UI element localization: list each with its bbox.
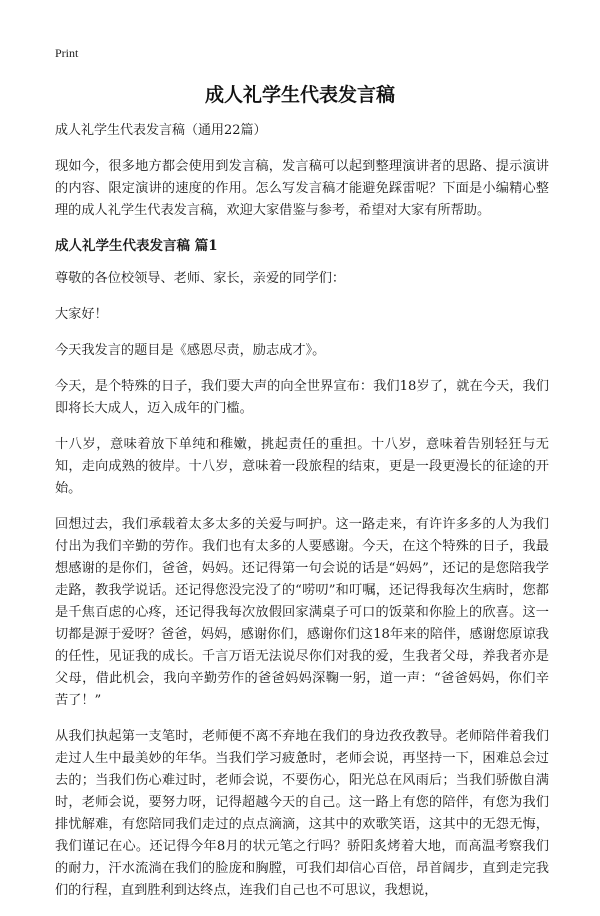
page-title: 成人礼学生代表发言稿 xyxy=(204,84,395,106)
paragraph: 今天，是个特殊的日子，我们要大声的向全世界宣布：我们18岁了，就在今天，我们即将长大成人，迈入成年的门槛。 xyxy=(55,379,549,416)
article-subtitle: 成人礼学生代表发言稿（通用22篇） xyxy=(55,123,267,138)
paragraph: 大家好！ xyxy=(55,307,108,322)
paragraph: 从我们执起第一支笔时，老师便不离不弃地在我们的身边孜孜教导。老师陪伴着我们走过人生中最美妙的年华。当我们学习疲惫时，老师会说，再坚持一下，困难总会过去的；当我们伤心难过时，老师会说，不要伤心，阳光总在风雨后；当我们骄傲自满时，老师会说，要努力呀，记得超越今天的自己。这一路上有您的陪伴，有您为我们排忧解难，有您陪同我们走过的点点滴滴，这其中的欢歌笑语，这其中的无怨无悔，我们谨记在心。还记得今年8月的状元笔之行吗？骄阳炙烤着大地，而高温考察我们的耐力，汗水流淌在我们的脸庞和胸膛，可我们却信心百倍，昂首阔步，直到走完我们的行程，直到胜利到达终点，连我们自己也不可思议，我想说， xyxy=(55,729,549,898)
print-link[interactable]: Print xyxy=(55,46,79,60)
intro-paragraph: 现如今，很多地方都会使用到发言稿，发言稿可以起到整理演讲者的思路、提示演讲的内容、限定演讲的速度的作用。怎么写发言稿才能避免踩雷呢？下面是小编精心整理的成人礼学生代表发言稿，欢迎大家借鉴与参考，希望对大家有所帮助。 xyxy=(55,159,549,218)
paragraph: 尊敬的各位校领导、老师、家长，亲爱的同学们： xyxy=(55,271,346,286)
paragraph: 十八岁，意味着放下单纯和稚嫩，挑起责任的重担。十八岁，意味着告别轻狂与无知，走向成熟的彼岸。十八岁，意味着一段旅程的结束，更是一段更漫长的征途的开始。 xyxy=(55,437,549,496)
paragraph: 今天我发言的题目是《感恩尽责，励志成才》。 xyxy=(55,343,326,358)
section-heading: 成人礼学生代表发言稿 篇1 xyxy=(55,238,218,254)
paragraph: 回想过去，我们承载着太多太多的关爱与呵护。这一路走来，有许许多多的人为我们付出为我们辛勤的劳作。我们也有太多的人要感谢。今天，在这个特殊的日子，我最想感谢的是你们，爸爸，妈妈。还记得第一句会说的话是“妈妈”，还记的是您陪我学走路，教我学说话。还记得您没完没了的“唠叨”和叮嘱，还记得我每次生病时，您都是千焦百虑的心疼，还记得我每次放假回家满桌子可口的饭菜和你脸上的欣喜。这一切都是源于爱呀？爸爸，妈妈，感谢你们，感谢你们这18年来的陪伴，感谢您原谅我的任性，见证我的成长。千言万语无法说尽你们对我的爱，生我者父母，养我者亦是父母，借此机会，我向辛勤劳作的爸爸妈妈深鞠一躬，道一声：“爸爸妈妈，你们辛苦了！” xyxy=(55,517,549,708)
article-body xyxy=(55,122,549,916)
